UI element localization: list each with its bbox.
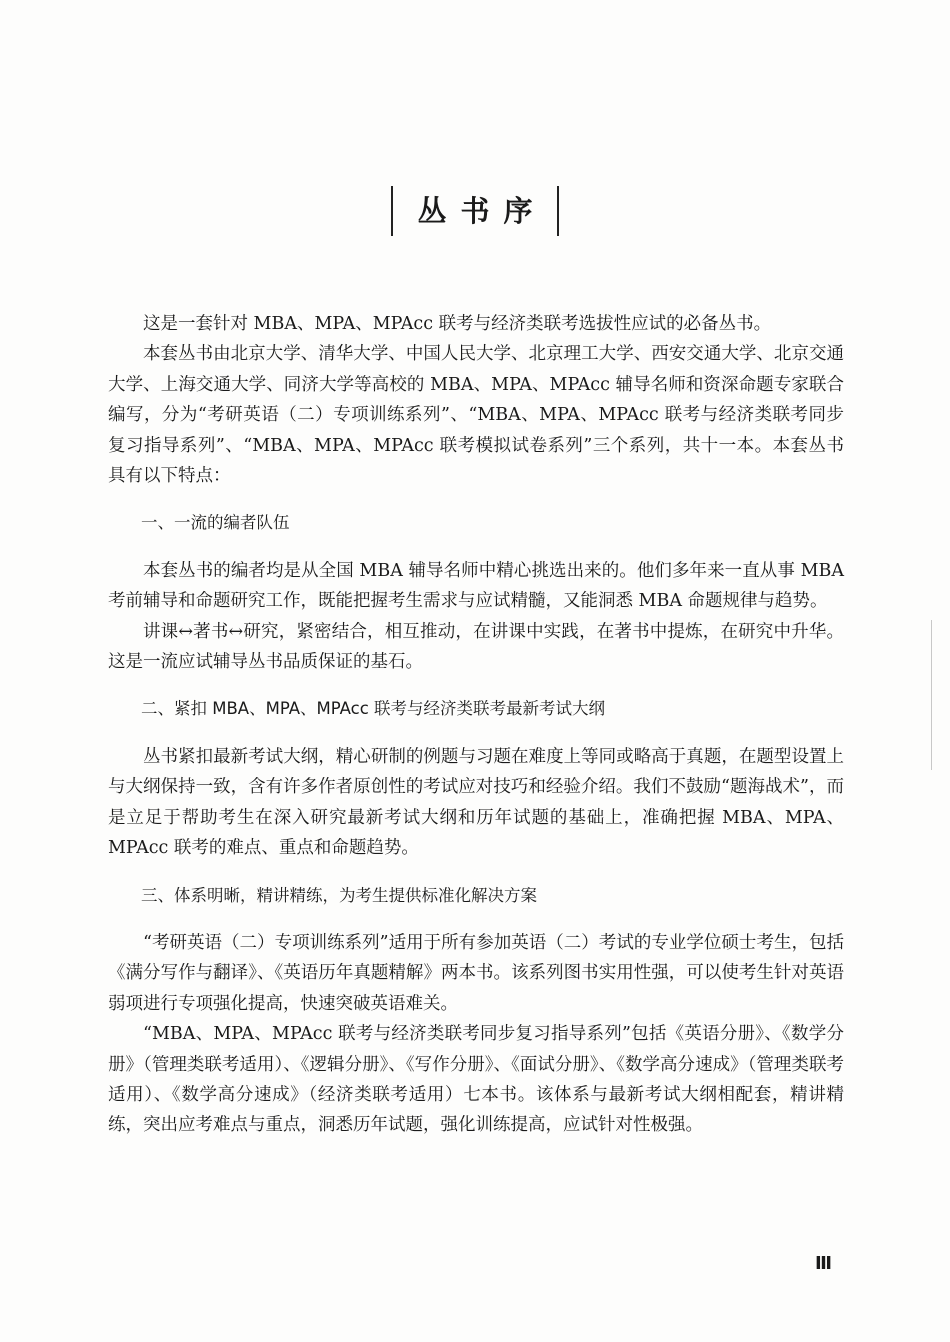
paragraph-editors: 本套丛书的编者均是从全国 MBA 辅导名师中精心挑选出来的。他们多年来一直从事 MBA 考前辅导和命题研究工作，既能把握考生需求与应试精髓，又能洞悉 MBA 命题规律与趋势。 (108, 560, 844, 612)
preface-body (108, 309, 844, 1141)
paragraph-review-series: “MBA、MPA、MPAcc 联考与经济类联考同步复习指导系列”包括《英语分册》、《数学分册》（管理类联考适用）、《逻辑分册》、《写作分册》、《面试分册》、《数学高分速成》（管理类联考适用）、《数学高分速成》（经济类联考适用）七本书。该体系与最新考试大纲相配套，精讲精练，突出应考难点与重点，洞悉历年试题，强化训练提高，应试针对性极强。 (108, 1024, 844, 1136)
paragraph-syllabus: 丛书紧扣最新考试大纲，精心研制的例题与习题在难度上等同或略高于真题，在题型设置上与大纲保持一致，含有许多作者原创性的考试应对技巧和经验介绍。我们不鼓励“题海战术”，而是立足于帮助考生在深入研究最新考试大纲和历年试题的基础上，准确把握 MBA、MPA、MPAcc 联考的难点、重点和命题趋势。 (108, 746, 844, 859)
paragraph-intro: 这是一套针对 MBA、MPA、MPAcc 联考与经济类联考选拔性应试的必备丛书。 (143, 314, 772, 334)
page-number: Ⅲ (814, 1253, 832, 1274)
paragraph-teaching-research: 讲课↔著书↔研究，紧密结合，相互推动，在讲课中实践，在著书中提炼，在研究中升华。这是一流应试辅导丛书品质保证的基石。 (108, 621, 844, 673)
section-heading-3: 三、体系明晰，精讲精练，为考生提供标准化解决方案 (141, 885, 537, 905)
title-area (0, 186, 950, 236)
scan-edge-mark (931, 620, 932, 770)
section-heading-2: 二、紧扣 MBA、MPA、MPAcc 联考与经济类联考最新考试大纲 (141, 699, 606, 719)
page-title: 丛书序 (391, 186, 558, 236)
paragraph-series-overview: 本套丛书由北京大学、清华大学、中国人民大学、北京理工大学、西安交通大学、北京交通大学、上海交通大学、同济大学等高校的 MBA、MPA、MPAcc 辅导名师和资深命题专家联合编写，分为“考研英语（二）专项训练系列”、“MBA、MPA、MPAcc 联考与经济类联考同步复习指导系列”、“MBA、MPA、MPAcc 联考模拟试卷系列”三个系列，共十一本。本套丛书具有以下特点： (108, 344, 844, 487)
section-heading-1: 一、一流的编者队伍 (141, 513, 290, 533)
paragraph-english-series: “考研英语（二）专项训练系列”适用于所有参加英语（二）考试的专业学位硕士考生，包括《满分写作与翻译》、《英语历年真题精解》两本书。该系列图书实用性强，可以使考生针对英语弱项进行专项强化提高，快速突破英语难关。 (108, 932, 844, 1014)
